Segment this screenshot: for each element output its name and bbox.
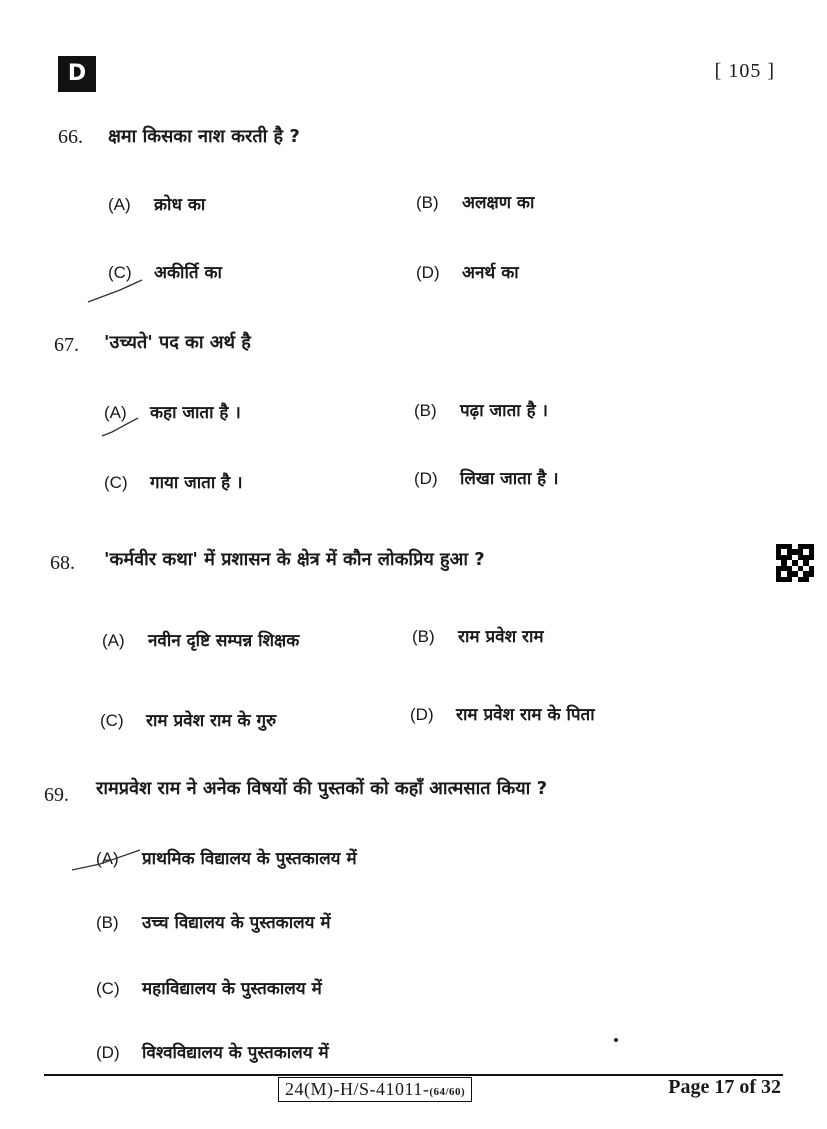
option-text: कहा जाता है । xyxy=(150,403,241,423)
page-number: Page 17 of 32 xyxy=(668,1076,781,1098)
option-c xyxy=(100,708,276,731)
option-text: राम प्रवेश राम xyxy=(458,627,544,647)
option-label: (A) xyxy=(104,403,127,422)
pen-tick-mark xyxy=(98,412,148,442)
option-d xyxy=(414,466,559,489)
option-d xyxy=(416,260,519,283)
option-b xyxy=(414,398,548,421)
option-text: अकीर्ति का xyxy=(154,263,222,283)
option-text: महाविद्यालय के पुस्तकालय में xyxy=(142,979,322,999)
option-label: (C) xyxy=(96,979,120,998)
option-label: (C) xyxy=(104,473,128,492)
paper-code xyxy=(278,1077,472,1102)
question-number: 69. xyxy=(44,784,69,806)
question-text: क्षमा किसका नाश करती है ? xyxy=(108,126,300,147)
option-label: (A) xyxy=(96,849,119,868)
option-d xyxy=(96,1040,329,1063)
question-number: 68. xyxy=(50,552,75,574)
option-c xyxy=(96,976,322,999)
question-text: 'उच्यते' पद का अर्थ है xyxy=(104,332,251,353)
question-text: रामप्रवेश राम ने अनेक विषयों की पुस्तकों को कहाँ आत्मसात किया ? xyxy=(96,778,548,799)
option-label: (D) xyxy=(96,1043,120,1062)
option-label: (D) xyxy=(416,263,440,282)
option-text: विश्वविद्यालय के पुस्तकालय में xyxy=(142,1043,329,1063)
ink-dot xyxy=(614,1038,618,1042)
question-text: 'कर्मवीर कथा' में प्रशासन के क्षेत्र में कौन लोकप्रिय हुआ ? xyxy=(104,549,485,570)
option-label: (B) xyxy=(416,193,439,212)
option-text: अलक्षण का xyxy=(462,193,535,213)
question-number: 67. xyxy=(54,334,79,356)
option-b xyxy=(416,190,534,213)
paper-code-suffix: (64/60) xyxy=(429,1086,466,1098)
option-text: राम प्रवेश राम के गुरु xyxy=(146,711,277,731)
question-number: 66. xyxy=(58,126,83,148)
option-label: (A) xyxy=(108,195,131,214)
option-text: राम प्रवेश राम के पिता xyxy=(456,705,595,725)
qr-code-icon xyxy=(776,544,814,582)
option-c xyxy=(104,470,243,493)
option-label: (B) xyxy=(412,627,435,646)
paper-code-main: 24(M)-H/S-41011- xyxy=(285,1079,430,1099)
option-text: नवीन दृष्टि सम्पन्न शिक्षक xyxy=(148,631,300,651)
option-a xyxy=(102,628,299,651)
page-code: [ 105 ] xyxy=(714,60,775,82)
option-label: (B) xyxy=(414,401,437,420)
option-text: अनर्थ का xyxy=(462,263,519,283)
option-label: (A) xyxy=(102,631,125,650)
option-text: क्रोध का xyxy=(154,195,206,215)
pen-tick-mark xyxy=(70,846,150,876)
option-text: उच्च विद्यालय के पुस्तकालय में xyxy=(142,913,331,933)
set-badge: D xyxy=(58,56,96,92)
option-label: (D) xyxy=(414,469,438,488)
option-label: (B) xyxy=(96,913,119,932)
pen-tick-mark xyxy=(86,276,146,306)
option-label: (D) xyxy=(410,705,434,724)
option-label: (C) xyxy=(100,711,124,730)
option-d xyxy=(410,702,595,725)
option-b xyxy=(96,910,331,933)
option-text: प्राथमिक विद्यालय के पुस्तकालय में xyxy=(142,849,357,869)
option-text: गाया जाता है । xyxy=(150,473,243,493)
option-a xyxy=(108,192,205,215)
option-text: पढ़ा जाता है । xyxy=(460,401,548,421)
option-label: (C) xyxy=(108,263,132,282)
option-text: लिखा जाता है । xyxy=(460,469,559,489)
option-b xyxy=(412,624,544,647)
